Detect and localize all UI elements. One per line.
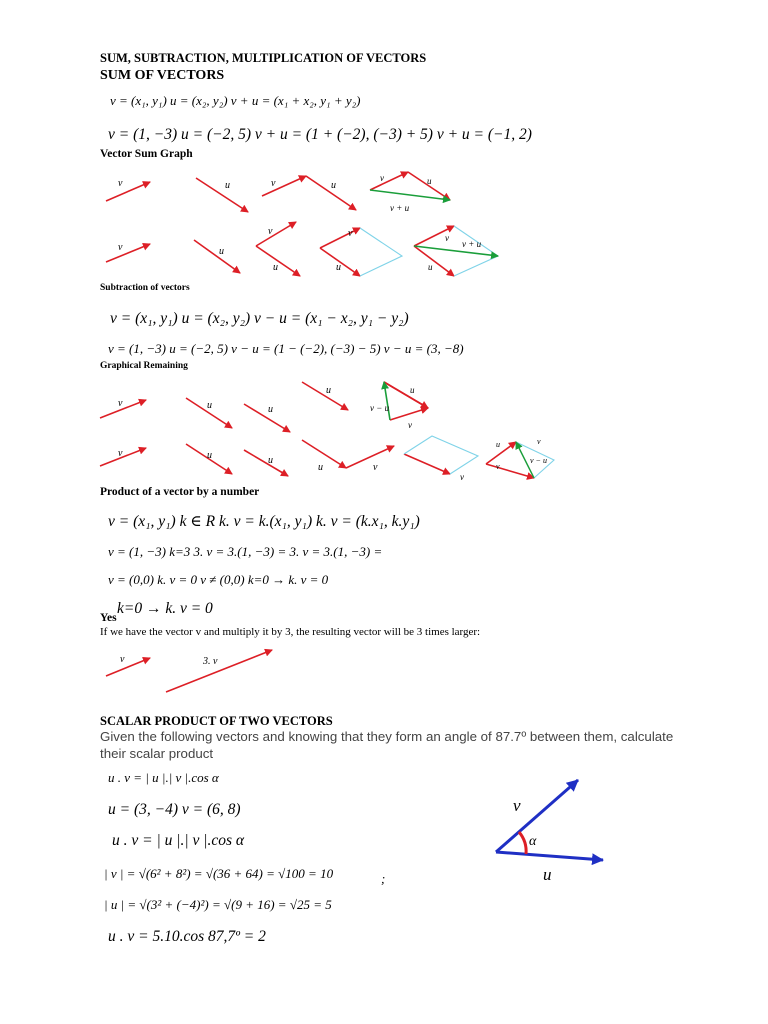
label-v: v bbox=[120, 654, 125, 665]
label-v: v bbox=[445, 233, 449, 243]
label-u: u bbox=[219, 246, 224, 257]
product-equation-1: v = (x₁, y₁) k ∈ R k. v = k.(x₁, y₁) k. v = (k.x₁, k.y₁) bbox=[108, 513, 420, 530]
product-graph bbox=[106, 650, 272, 692]
vector-3v bbox=[166, 650, 272, 692]
vector-v bbox=[390, 408, 428, 420]
yes-label: Yes bbox=[100, 612, 117, 624]
vector-u bbox=[244, 450, 288, 476]
vector-u bbox=[196, 178, 248, 212]
vector-u bbox=[302, 440, 346, 468]
vector-difference bbox=[384, 382, 390, 420]
scalar-formula-4-tail: ; bbox=[381, 871, 386, 886]
product-label: Product of a vector by a number bbox=[100, 486, 260, 498]
vector-v bbox=[106, 244, 150, 262]
label-u: u bbox=[207, 450, 212, 461]
label-u: u bbox=[268, 404, 273, 415]
vector-u bbox=[486, 442, 516, 464]
vector-v bbox=[100, 448, 146, 466]
label-u: u bbox=[427, 176, 432, 186]
vector-v bbox=[100, 400, 146, 418]
scalar-formula-2: u = (3, −4) v = (6, 8) bbox=[108, 801, 241, 818]
vector-v bbox=[346, 446, 394, 468]
vector-u bbox=[244, 404, 290, 432]
scalar-formula-5: | u | = √(3² + (−4)²) = √(9 + 16) = √25 = 5 bbox=[104, 897, 332, 912]
subtraction-label: Subtraction of vectors bbox=[100, 283, 190, 293]
sum-title: SUM OF VECTORS bbox=[100, 68, 225, 83]
scalar-intro: Given the following vectors and knowing that they form an angle of 87.7º between them, calculate their scalar product bbox=[100, 729, 674, 761]
label-v: v bbox=[373, 462, 378, 473]
label-alpha: α bbox=[529, 834, 537, 849]
main-heading: SUM, SUBTRACTION, MULTIPLICATION OF VECTORS bbox=[100, 51, 427, 65]
label-u: u bbox=[331, 180, 336, 191]
label-u: u bbox=[326, 385, 331, 396]
angle-arc bbox=[519, 832, 526, 854]
label-v: v bbox=[271, 178, 276, 189]
label-v: v bbox=[118, 242, 123, 253]
label-u: u bbox=[336, 262, 341, 273]
label-u: u bbox=[410, 385, 415, 395]
vector-v bbox=[486, 464, 534, 478]
vector-v bbox=[320, 228, 360, 248]
label-v-minus-u: v − u bbox=[530, 456, 547, 465]
vector-u bbox=[256, 246, 300, 276]
label-u: u bbox=[207, 400, 212, 411]
vector-v bbox=[106, 182, 150, 201]
sub-equation-1: v = (x₁, y₁) u = (x₂, y₂) v − u = (x₁ − x₂, y₁ − y₂) bbox=[110, 310, 409, 327]
label-v: v bbox=[268, 226, 273, 237]
scalar-formula-3: u . v = | u |.| v |.cos α bbox=[112, 832, 245, 849]
label-v-minus-u: v − u bbox=[370, 403, 390, 413]
vector-v bbox=[256, 222, 296, 246]
vector-v bbox=[262, 176, 306, 196]
label-u: u bbox=[273, 262, 278, 273]
label-u: u bbox=[318, 462, 323, 473]
product-sentence: If we have the vector v and multiply it by 3, the resulting vector will be 3 times larger: bbox=[100, 626, 481, 638]
label-v: v bbox=[496, 462, 500, 471]
label-u: u bbox=[428, 262, 433, 272]
label-v-plus-u: v + u bbox=[462, 239, 482, 249]
label-v: v bbox=[380, 173, 384, 183]
label-v: v bbox=[460, 472, 464, 482]
label-3v: 3. v bbox=[203, 656, 218, 667]
vector-v bbox=[370, 172, 408, 190]
sum-equation-1: v = (x₁, y₁) u = (x₂, y₂) v + u = (x₁ + x₂, y₁ + y₂) bbox=[110, 93, 361, 108]
sum-graph-label: Vector Sum Graph bbox=[100, 148, 193, 160]
label-u-large: u bbox=[543, 865, 552, 884]
vector-v bbox=[496, 780, 578, 852]
vector-u bbox=[194, 240, 240, 273]
label-u: u bbox=[225, 180, 230, 191]
label-u: u bbox=[496, 440, 500, 449]
sub-equation-2: v = (1, −3) u = (−2, 5) v − u = (1 − (−2), (−3) − 5) v − u = (3, −8) bbox=[108, 341, 464, 356]
scalar-formula-4: | v | = √(6² + 8²) = √(36 + 64) = √100 = 10 bbox=[104, 866, 334, 881]
sub-graph-row-2 bbox=[100, 440, 534, 478]
label-v: v bbox=[537, 437, 541, 446]
sum-equation-2: v = (1, −3) u = (−2, 5) v + u = (1 + (−2), (−3) + 5) v + u = (−1, 2) bbox=[108, 126, 532, 143]
label-u: u bbox=[268, 455, 273, 466]
angle-diagram bbox=[496, 780, 603, 860]
label-v: v bbox=[118, 448, 123, 459]
product-equation-2: v = (1, −3) k=3 3. v = 3.(1, −3) = 3. v = 3.(1, −3) = bbox=[108, 544, 383, 559]
label-v: v bbox=[118, 178, 123, 189]
label-v: v bbox=[348, 228, 353, 239]
scalar-formula-1: u . v = | u |.| v |.cos α bbox=[108, 770, 219, 785]
product-equation-3: v = (0,0) k. v = 0 v ≠ (0,0) k=0 → k. v = 0 bbox=[108, 572, 329, 587]
label-v-large: v bbox=[513, 796, 521, 815]
vector-u bbox=[302, 382, 348, 410]
vector-u bbox=[496, 852, 603, 860]
graphical-remaining-label: Graphical Remaining bbox=[100, 361, 188, 371]
product-equation-4: k=0 → k. v = 0 bbox=[117, 600, 213, 617]
scalar-title: SCALAR PRODUCT OF TWO VECTORS bbox=[100, 714, 333, 728]
vector-v bbox=[404, 454, 450, 474]
label-v: v bbox=[118, 398, 123, 409]
scalar-formula-6: u . v = 5.10.cos 87,7º = 2 bbox=[108, 928, 266, 945]
sum-graph-row-2 bbox=[106, 222, 454, 276]
label-v: v bbox=[408, 420, 412, 430]
label-v-plus-u: v + u bbox=[390, 203, 410, 213]
vector-v bbox=[106, 658, 150, 676]
